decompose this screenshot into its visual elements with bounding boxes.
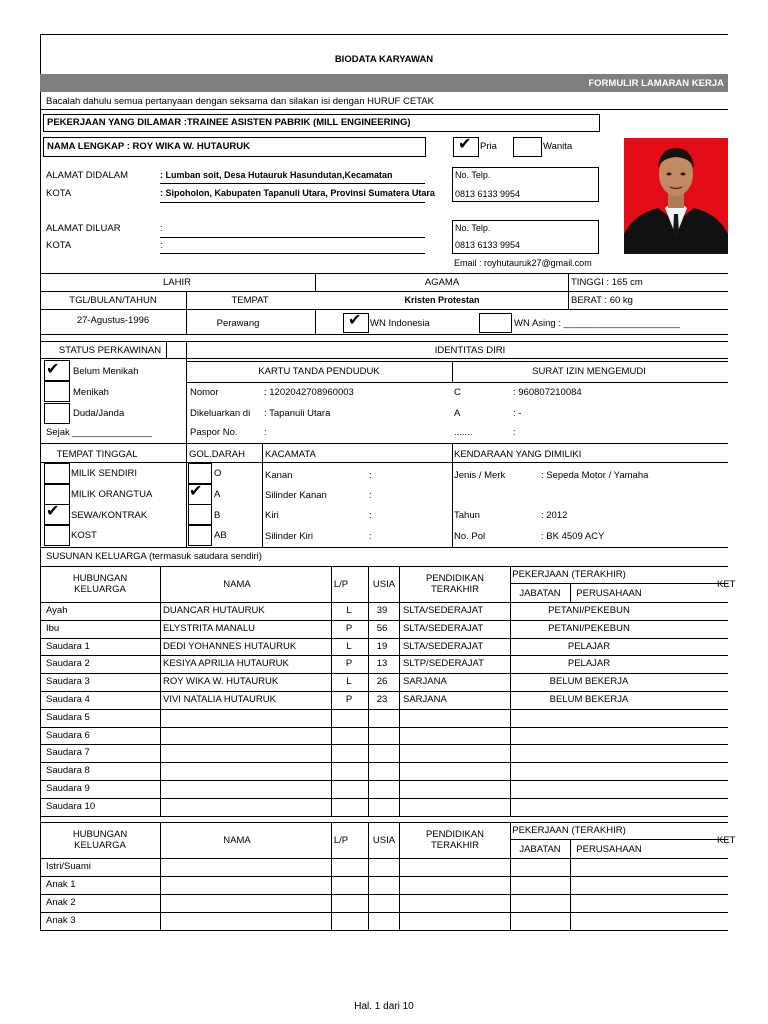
family-rel-5: Saudara 4: [46, 694, 90, 705]
paspor-label: Paspor No.: [190, 427, 238, 438]
glasses-row-1: Silinder Kanan: [265, 490, 327, 501]
family-lp-5: P: [345, 694, 353, 705]
family-rel-11: Saudara 10: [46, 800, 96, 812]
tgl-header: TGL/BULAN/TAHUN: [69, 295, 157, 306]
status-header: STATUS PERKAWINAN: [58, 345, 162, 356]
family-rel-3: Saudara 2: [46, 658, 90, 670]
family-age-1: 56: [376, 622, 388, 634]
family-name-5: VIVI NATALIA HUTAURUK: [163, 694, 276, 705]
wn-asing-checkbox[interactable]: [479, 313, 512, 333]
housing-header: TEMPAT TINGGAL: [56, 449, 138, 460]
page-footer: Hal. 1 dari 10: [354, 1001, 414, 1012]
family2-rel-0: Istri/Suami: [46, 861, 91, 872]
blood-option-1: A: [214, 489, 221, 500]
wanita-checkbox[interactable]: [513, 137, 542, 157]
name-text: NAMA LENGKAP : ROY WIKA W. HUTAURUK: [47, 141, 251, 152]
glasses-colon-3: :: [369, 531, 372, 542]
family2-rel-1: Anak 1: [46, 879, 76, 890]
check-icon: ✔: [458, 134, 472, 153]
nomor-label: Nomor: [190, 387, 219, 398]
family-lp-1: P: [345, 622, 353, 634]
blood-option-3: AB: [214, 530, 227, 541]
city-out-label: KOTA: [46, 240, 72, 251]
form-title: BIODATA KARYAWAN: [334, 54, 434, 65]
family-lp-3: P: [345, 658, 353, 670]
city-label: KOTA: [46, 188, 72, 199]
address-out-colon: :: [160, 223, 163, 234]
col-pekerjaan: PEKERJAAN (TERAKHIR): [512, 825, 626, 836]
family-age-2: 19: [376, 640, 388, 652]
col-pendidikan: PENDIDIKAN TERAKHIR: [425, 829, 485, 851]
family-lp-4: L: [346, 676, 352, 688]
family-edu-5: SARJANA: [403, 694, 447, 705]
family-lp-2: L: [346, 640, 352, 652]
family-rel-2: Saudara 1: [46, 640, 90, 652]
family-job-2: PELAJAR: [567, 640, 611, 652]
check-icon: ✔: [189, 481, 203, 500]
status-checkbox-1[interactable]: [44, 381, 70, 402]
vehicle-label-2: No. Pol: [454, 531, 486, 542]
housing-option-0: MILIK SENDIRI: [71, 468, 137, 479]
phone-label: No. Telp.: [455, 170, 491, 180]
col-usia: USIA: [372, 579, 396, 590]
phone-out-value: 0813 6133 9954: [455, 240, 521, 250]
address-out-label: ALAMAT DILUAR: [46, 223, 121, 234]
ktp-header: KARTU TANDA PENDUDUK: [258, 366, 380, 377]
family-lp-0: L: [346, 605, 352, 616]
agama-header: AGAMA: [424, 277, 460, 288]
vehicle-label-1: Tahun: [454, 510, 480, 521]
identity-header: IDENTITAS DIRI: [434, 345, 506, 356]
tempat-value: Perawang: [216, 318, 260, 329]
col-perusahaan: PERUSAHAAN: [576, 844, 642, 855]
family-edu-4: SARJANA: [403, 676, 447, 688]
blood-checkbox-3[interactable]: [188, 525, 212, 546]
instruction-text: Bacalah dahulu semua pertanyaan dengan seksama dan silakan isi dengan HURUF CETAK: [46, 96, 434, 107]
status-option-2: Duda/Janda: [73, 408, 125, 419]
family-edu-1: SLTA/SEDERAJAT: [403, 622, 484, 634]
col-nama: NAMA: [223, 579, 251, 590]
family-edu-2: SLTA/SEDERAJAT: [403, 640, 484, 652]
family-job-4: BELUM BEKERJA: [549, 676, 629, 688]
col-pendidikan: PENDIDIKAN TERAKHIR: [425, 573, 485, 595]
profile-photo: [624, 138, 728, 254]
check-icon: ✔: [46, 359, 60, 378]
family-name-0: DUANCAR HUTAURUK: [163, 605, 265, 616]
col-perusahaan: PERUSAHAAN: [576, 588, 642, 599]
family-edu-3: SLTP/SEDERAJAT: [403, 658, 484, 670]
blood-option-0: O: [214, 468, 222, 479]
pria-label: Pria: [480, 141, 497, 152]
family-name-4: ROY WIKA W. HUTAURUK: [163, 676, 279, 688]
col-jabatan: JABATAN: [519, 588, 561, 599]
vehicle-value-2: : BK 4509 ACY: [541, 531, 605, 542]
vehicle-value-1: : 2012: [541, 510, 568, 521]
col-jabatan: JABATAN: [519, 844, 561, 855]
berat-text: BERAT : 60 kg: [571, 295, 633, 306]
glasses-colon-0: :: [369, 470, 372, 481]
paspor-value: :: [264, 427, 267, 438]
family-job-0: PETANI/PEKEBUN: [548, 605, 630, 616]
tgl-value: 27-Agustus-1996: [76, 315, 150, 326]
city-value: : Sipoholon, Kabupaten Tapanuli Utara, Provinsi Sumatera Utara: [160, 188, 435, 198]
wanita-label: Wanita: [543, 141, 573, 152]
sim-value-1: : -: [513, 408, 522, 419]
housing-option-1: MILIK ORANGTUA: [71, 489, 153, 500]
family2-rel-3: Anak 3: [46, 915, 76, 926]
family-job-1: PETANI/PEKEBUN: [548, 622, 630, 634]
glasses-colon-1: :: [369, 490, 372, 501]
family-age-4: 26: [376, 676, 388, 688]
blood-option-2: B: [214, 510, 221, 521]
family-rel-8: Saudara 7: [46, 747, 90, 759]
sim-label-0: C: [454, 387, 461, 398]
tempat-header: TEMPAT: [231, 295, 269, 306]
family-rel-1: Ibu: [46, 622, 60, 634]
col-ket: KET: [717, 579, 736, 590]
check-icon: ✔: [46, 501, 60, 520]
dikeluarkan-label: Dikeluarkan di: [190, 408, 251, 419]
housing-checkbox-0[interactable]: [44, 463, 70, 484]
family-edu-0: SLTA/SEDERAJAT: [403, 605, 484, 616]
col-lp: L/P: [333, 579, 349, 590]
phone-out-label: No. Telp.: [455, 223, 491, 233]
housing-option-3: KOST: [71, 530, 97, 541]
vehicle-label-0: Jenis / Merk: [454, 470, 506, 481]
vehicle-header: KENDARAAN YANG DIMILIKI: [454, 449, 582, 460]
tinggi-text: TINGGI : 165 cm: [571, 277, 643, 288]
family-job-5: BELUM BEKERJA: [549, 694, 629, 705]
nomor-value: : 1202042708960003: [264, 387, 354, 398]
agama-value: Kristen Protestan: [404, 295, 480, 305]
glasses-header: KACAMATA: [265, 449, 316, 460]
wn-indonesia-label: WN Indonesia: [370, 318, 430, 329]
family-title: SUSUNAN KELUARGA (termasuk saudara sendiri): [46, 551, 262, 562]
city-out-colon: :: [160, 240, 163, 251]
address-label: ALAMAT DIDALAM: [46, 170, 129, 181]
lahir-header: LAHIR: [163, 277, 191, 288]
col-lp: L/P: [333, 835, 349, 846]
status-option-1: Menikah: [73, 387, 109, 398]
blood-header: GOL.DARAH: [189, 449, 245, 460]
family-name-1: ELYSTRITA MANALU: [163, 622, 256, 634]
dikeluarkan-value: : Tapanuli Utara: [264, 408, 331, 419]
family-rel-9: Saudara 8: [46, 765, 90, 777]
form-band-label: FORMULIR LAMARAN KERJA: [588, 78, 724, 89]
email-text: Email : royhutauruk27@gmail.com: [454, 258, 592, 268]
col-hubungan: HUBUNGAN KELUARGA: [72, 829, 128, 851]
glasses-row-0: Kanan: [265, 470, 293, 481]
family-age-3: 13: [376, 658, 388, 670]
sim-label-1: A: [454, 408, 461, 419]
col-hubungan: HUBUNGAN KELUARGA: [72, 573, 128, 595]
vehicle-value-0: : Sepeda Motor / Yamaha: [541, 470, 649, 481]
status-option-0: Belum Menikah: [73, 366, 139, 377]
family-rel-10: Saudara 9: [46, 783, 90, 794]
glasses-row-3: Silinder Kiri: [265, 531, 314, 542]
family-age-5: 23: [376, 694, 388, 705]
col-pekerjaan: PEKERJAAN (TERAKHIR): [512, 569, 626, 580]
family-rel-0: Ayah: [46, 605, 68, 616]
family-age-0: 39: [376, 605, 388, 616]
housing-checkbox-3[interactable]: [44, 525, 70, 546]
sim-value-2: :: [513, 427, 516, 438]
status-checkbox-2[interactable]: [44, 403, 70, 424]
blood-checkbox-2[interactable]: [188, 504, 212, 525]
family-rel-7: Saudara 6: [46, 729, 90, 741]
col-nama: NAMA: [223, 835, 251, 846]
col-ket: KET: [717, 835, 736, 846]
check-icon: ✔: [348, 310, 362, 329]
family2-rel-2: Anak 2: [46, 897, 76, 908]
glasses-colon-2: :: [369, 510, 372, 521]
glasses-row-2: Kiri: [265, 510, 279, 521]
col-usia: USIA: [372, 835, 396, 846]
sim-value-0: : 960807210084: [513, 387, 582, 398]
sim-header: SURAT IZIN MENGEMUDI: [532, 366, 646, 377]
wn-asing-label: WN Asing : ______________________: [514, 318, 680, 329]
sim-label-2: .......: [454, 427, 473, 438]
housing-option-2: SEWA/KONTRAK: [71, 510, 148, 521]
phone-value: 0813 6133 9954: [455, 189, 521, 199]
address-value: : Lumban soit, Desa Hutauruk Hasundutan,Kecamatan: [160, 170, 393, 180]
family-name-3: KESIYA APRILIA HUTAURUK: [163, 658, 289, 670]
sejak-field[interactable]: Sejak _______________: [46, 427, 152, 438]
family-name-2: DEDI YOHANNES HUTAURUK: [163, 640, 297, 652]
family-job-3: PELAJAR: [567, 658, 611, 670]
position-text: PEKERJAAN YANG DILAMAR :TRAINEE ASISTEN PABRIK (MILL ENGINEERING): [47, 117, 411, 128]
family-rel-4: Saudara 3: [46, 676, 90, 688]
family-rel-6: Saudara 5: [46, 711, 90, 723]
